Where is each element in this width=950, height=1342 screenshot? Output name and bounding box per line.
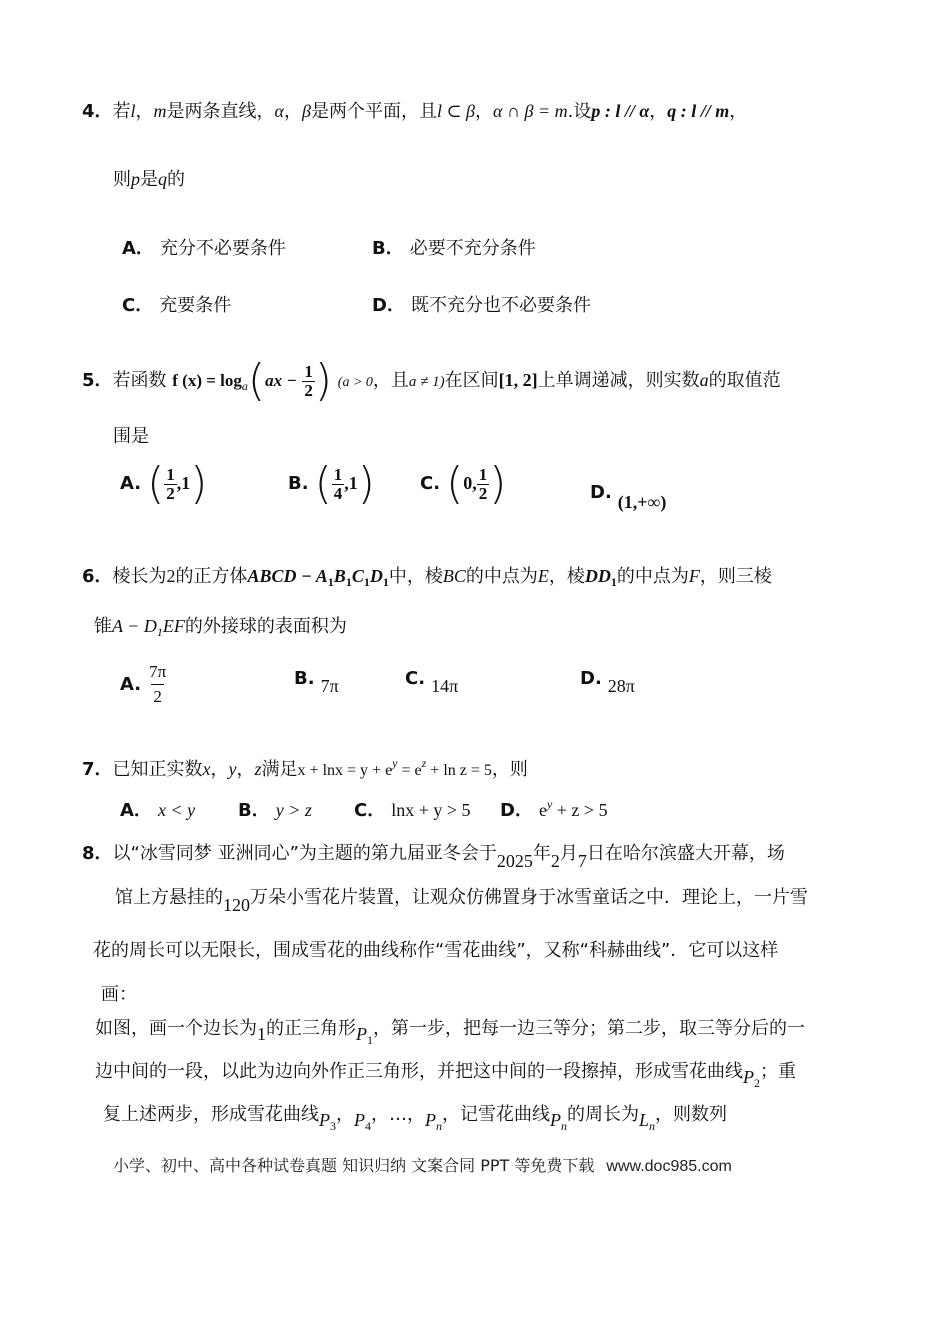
var-q: q [158,169,167,189]
option-text: ,1 [344,473,358,493]
q8-text: ，第一步，把每一边三等分；第二步，取三等分后的一 [373,1018,805,1039]
option-label: B． [238,800,270,821]
option-fraction [332,466,345,503]
q5-log-base: a [241,379,248,393]
q5-text: 在区间 [444,370,499,391]
fraction-numerator: 7π [149,662,167,681]
q4-text: ， [475,101,494,122]
subscript: 1 [363,575,370,589]
q8-text: 月 [559,843,578,864]
q6-line1 [82,563,772,595]
var-p: p [131,169,140,189]
q5-interval: [1, 2] [498,370,538,390]
right-paren: ) [357,458,375,509]
q4-option-b[interactable] [372,234,536,260]
footer-link[interactable]: www.doc985.com [606,1158,732,1175]
q6-number: 6． [82,566,113,587]
q7-number: 7． [82,759,113,780]
subscript: 1 [345,575,352,589]
q8-text: 画： [101,984,137,1005]
option-text: 0, [463,473,477,493]
option-label: A． [122,238,154,259]
option-text: ,1 [176,473,191,493]
q5-condition: (a > 0 [337,375,373,390]
q4-text: ， [729,101,748,122]
q8-text: 馆上方悬挂的 [115,887,223,908]
fraction-denominator: 2 [304,380,313,400]
q7-text: ， [210,759,229,780]
q6-cube: B [333,566,346,586]
superscript: z [421,756,427,770]
q6-pyramid: A − D [112,616,157,636]
q6-text: 的外接球的表面积为 [184,616,347,637]
subscript: 1 [156,625,163,639]
number-month: 2 [550,851,560,871]
q4-text: ， [135,101,154,122]
fraction-denominator: 2 [151,684,164,709]
option-label: C． [354,800,386,821]
q6-cube: D [369,566,383,586]
q7-text: ，则 [491,759,528,780]
option-label: C. [420,473,441,494]
option-label: C． [122,295,154,316]
left-paren: ( [147,458,165,509]
curve-p4: P [354,1110,365,1130]
q8-number: 8． [82,843,113,864]
q7-option-b[interactable] [238,796,312,822]
option-text: lnx + y > 5 [391,800,471,820]
q4-text: 若 [112,101,131,122]
q8-line7 [103,1101,727,1133]
q5-text: ，且 [372,370,409,391]
var-z: z [254,759,262,779]
q4-proposition-p: p : l // α [591,101,650,121]
q5-text: 的取值范 [708,370,781,391]
var-x: x [202,759,211,779]
q4-text: 则 [113,169,131,190]
q7-option-d[interactable] [500,796,608,822]
q5-number: 5． [82,370,113,391]
subscript: 1 [367,1033,373,1047]
q4-condition-1: l ⊂ β [436,101,476,121]
var-m: m [153,101,167,121]
option-text: 充要条件 [159,295,232,316]
subscript: 1 [382,575,389,589]
number-120: 120 [223,895,250,915]
subscript: n [436,1119,442,1133]
fraction-numerator: 1 [478,464,488,484]
q6-text: ，则三棱 [699,566,772,587]
q8-text: ，则数列 [655,1104,728,1125]
subscript: 4 [365,1119,371,1133]
var-a: a [699,370,709,390]
option-label: D． [500,800,533,821]
q8-text: ，记雪花曲线 [442,1104,550,1125]
q6-line2 [94,613,347,645]
q4-line2 [113,166,185,193]
q8-text: 的周长为 [567,1104,639,1125]
q4-condition-2: α ∩ β = m [493,101,568,121]
point-f: F [688,566,700,586]
option-text: e [538,800,547,820]
fraction-half [302,363,315,400]
option-label: B. [294,668,315,689]
q5-text: 围是 [113,426,149,447]
q4-text: 的 [167,169,185,190]
subscript: 3 [330,1119,336,1133]
number-day: 7 [577,851,587,871]
option-text: 28π [607,676,635,696]
q6-pyramid: EF [162,616,185,636]
q6-option-b[interactable] [294,668,339,696]
q6-cube: ABCD − A [247,566,328,586]
fraction-denominator: 2 [166,483,175,503]
var-beta: β [302,101,311,121]
q7-option-c[interactable] [354,796,471,822]
option-text: 7π [320,676,339,696]
q6-text: 锥 [94,616,112,637]
option-text: 充分不必要条件 [159,238,286,259]
q8-text: 花的周长可以无限长，围成雪花的曲线称作“雪花曲线”，又称“科赫曲线”．它可以这样 [93,940,779,961]
q8-text: 如图，画一个边长为 [95,1018,257,1039]
q8-line2 [115,884,808,915]
q6-text: ，棱 [548,566,585,587]
option-fraction [477,466,490,503]
q5-condition-2: a ≠ 1) [408,374,445,390]
footer-text: 小学、初中、高中各种试卷真题 知识归纳 文案合同 PPT 等免费下载 [113,1156,595,1175]
q8-text: 万朵小雪花片装置，让观众仿佛置身于冰雪童话之中．理论上，一片雪 [250,887,808,908]
left-paren: ( [314,458,332,509]
q8-text: 的正三角形 [266,1018,356,1039]
q8-text: 复上述两步，形成雪花曲线 [103,1104,319,1125]
curve-pn: P [550,1110,561,1130]
curve-p2: P [743,1067,754,1087]
q8-text: ， [336,1104,354,1125]
q4-line1 [82,98,747,125]
q8-line1 [82,840,785,871]
q4-number: 4． [82,101,113,122]
page-footer [113,1153,732,1176]
q7-text: ， [236,759,255,780]
option-label: A． [120,800,152,821]
q6-cube: C [351,566,364,586]
q6-text: 的中点为 [616,566,689,587]
q5-option-c[interactable] [420,458,507,509]
q6-text: 中，棱 [388,566,443,587]
q6-option-c[interactable] [405,668,459,696]
number-year: 2025 [496,851,533,871]
q8-text: 年 [532,843,551,864]
option-text: y > z [275,800,312,820]
q4-text: .设 [567,101,592,122]
right-paren: ) [489,458,507,509]
q8-text: ；重 [760,1061,796,1082]
option-text: 14π [431,676,459,696]
fraction-numerator: 1 [333,464,343,484]
q8-text: 边中间的一段，以此为边向外作正三角形，并把这中间的一段擦掉，形成雪花曲线 [95,1061,743,1082]
q8-text: 日在哈尔滨盛大开幕，场 [586,843,785,864]
left-paren: ( [247,355,266,406]
q5-option-a[interactable] [120,458,208,509]
superscript: y [546,797,553,811]
curve-p1: P [356,1024,367,1044]
q8-line5 [95,1015,805,1047]
q5-inner-expr: ax − [265,371,297,390]
perimeter-ln: L [639,1110,650,1130]
q6-option-d[interactable] [580,668,635,696]
q8-line4 [101,982,137,1008]
option-text: 必要不充分条件 [409,238,536,259]
q6-option-a[interactable] [120,660,168,709]
subscript: n [649,1119,656,1133]
var-y: y [228,759,237,779]
point-e: E [537,566,549,586]
q5-function: f (x) = log [172,371,242,390]
q8-line6 [95,1058,796,1090]
subscript: n [561,1119,567,1133]
q4-proposition-q: q : l // m [667,101,730,121]
right-paren: ) [314,355,333,406]
option-fraction [164,466,177,503]
q8-text: ，…， [371,1104,425,1125]
q6-text: 的正方体 [175,566,248,587]
var-l: l [130,101,136,121]
option-fraction [147,660,168,709]
option-label: B. [288,473,309,494]
option-text: + z > 5 [552,800,608,820]
subscript: 1 [610,575,617,589]
q5-line2 [113,424,149,450]
option-label: D. [590,482,612,503]
q4-option-d[interactable] [372,291,591,317]
curve-p3: P [319,1110,330,1130]
q7-equation: = e [397,762,422,779]
subscript: 2 [754,1076,760,1090]
option-text: 既不充分也不必要条件 [410,295,591,316]
curve-pn: P [425,1110,436,1130]
q5-text: 上单调递减，则实数 [537,370,700,391]
q5-option-d[interactable] [590,482,667,512]
var-alpha: α [274,101,284,121]
number-1: 1 [257,1024,266,1044]
left-paren: ( [446,458,464,509]
edge-bc: BC [442,566,466,586]
q8-line3 [93,938,778,964]
q4-text: ， [284,101,302,122]
q7-equation: x + lnx = y + e [297,762,393,779]
fraction-denominator: 4 [333,483,343,503]
subscript: 1 [327,575,334,589]
number-2: 2 [166,566,176,586]
fraction-numerator: 1 [166,464,175,484]
q4-option-a[interactable] [122,234,286,260]
q7-option-a[interactable] [120,796,195,822]
option-label: C. [405,668,426,689]
q7-line1 [82,750,528,784]
q4-text: 是两个平面，且 [310,101,437,122]
option-label: A. [120,473,142,494]
q7-text: 满足 [261,759,298,780]
q5-option-b[interactable] [288,458,375,509]
q8-text: 以“冰雪同梦 亚洲同心”为主题的第九届亚冬会于 [112,843,497,864]
q4-text: 是两条直线， [166,101,275,122]
option-label: D． [372,295,405,316]
superscript: y [392,756,398,770]
right-paren: ) [190,458,208,509]
option-label: B． [372,238,404,259]
q5-line1 [82,352,781,414]
q7-equation: + ln z = 5 [426,762,492,779]
option-label: A. [120,673,142,695]
q4-option-c[interactable] [122,291,231,317]
option-text: (1,+∞) [617,492,667,512]
q5-text: 若函数 [112,370,167,391]
option-label: D. [580,668,602,689]
q6-text: 的中点为 [465,566,538,587]
edge-dd1: DD [584,566,611,586]
fraction-numerator: 1 [304,361,313,381]
q6-text: 棱长为 [112,566,167,587]
q7-text: 已知正实数 [112,759,203,780]
option-text: x < y [157,800,196,820]
fraction-denominator: 2 [478,483,488,503]
q4-text: ， [649,101,668,122]
q4-text: 是 [140,169,158,190]
